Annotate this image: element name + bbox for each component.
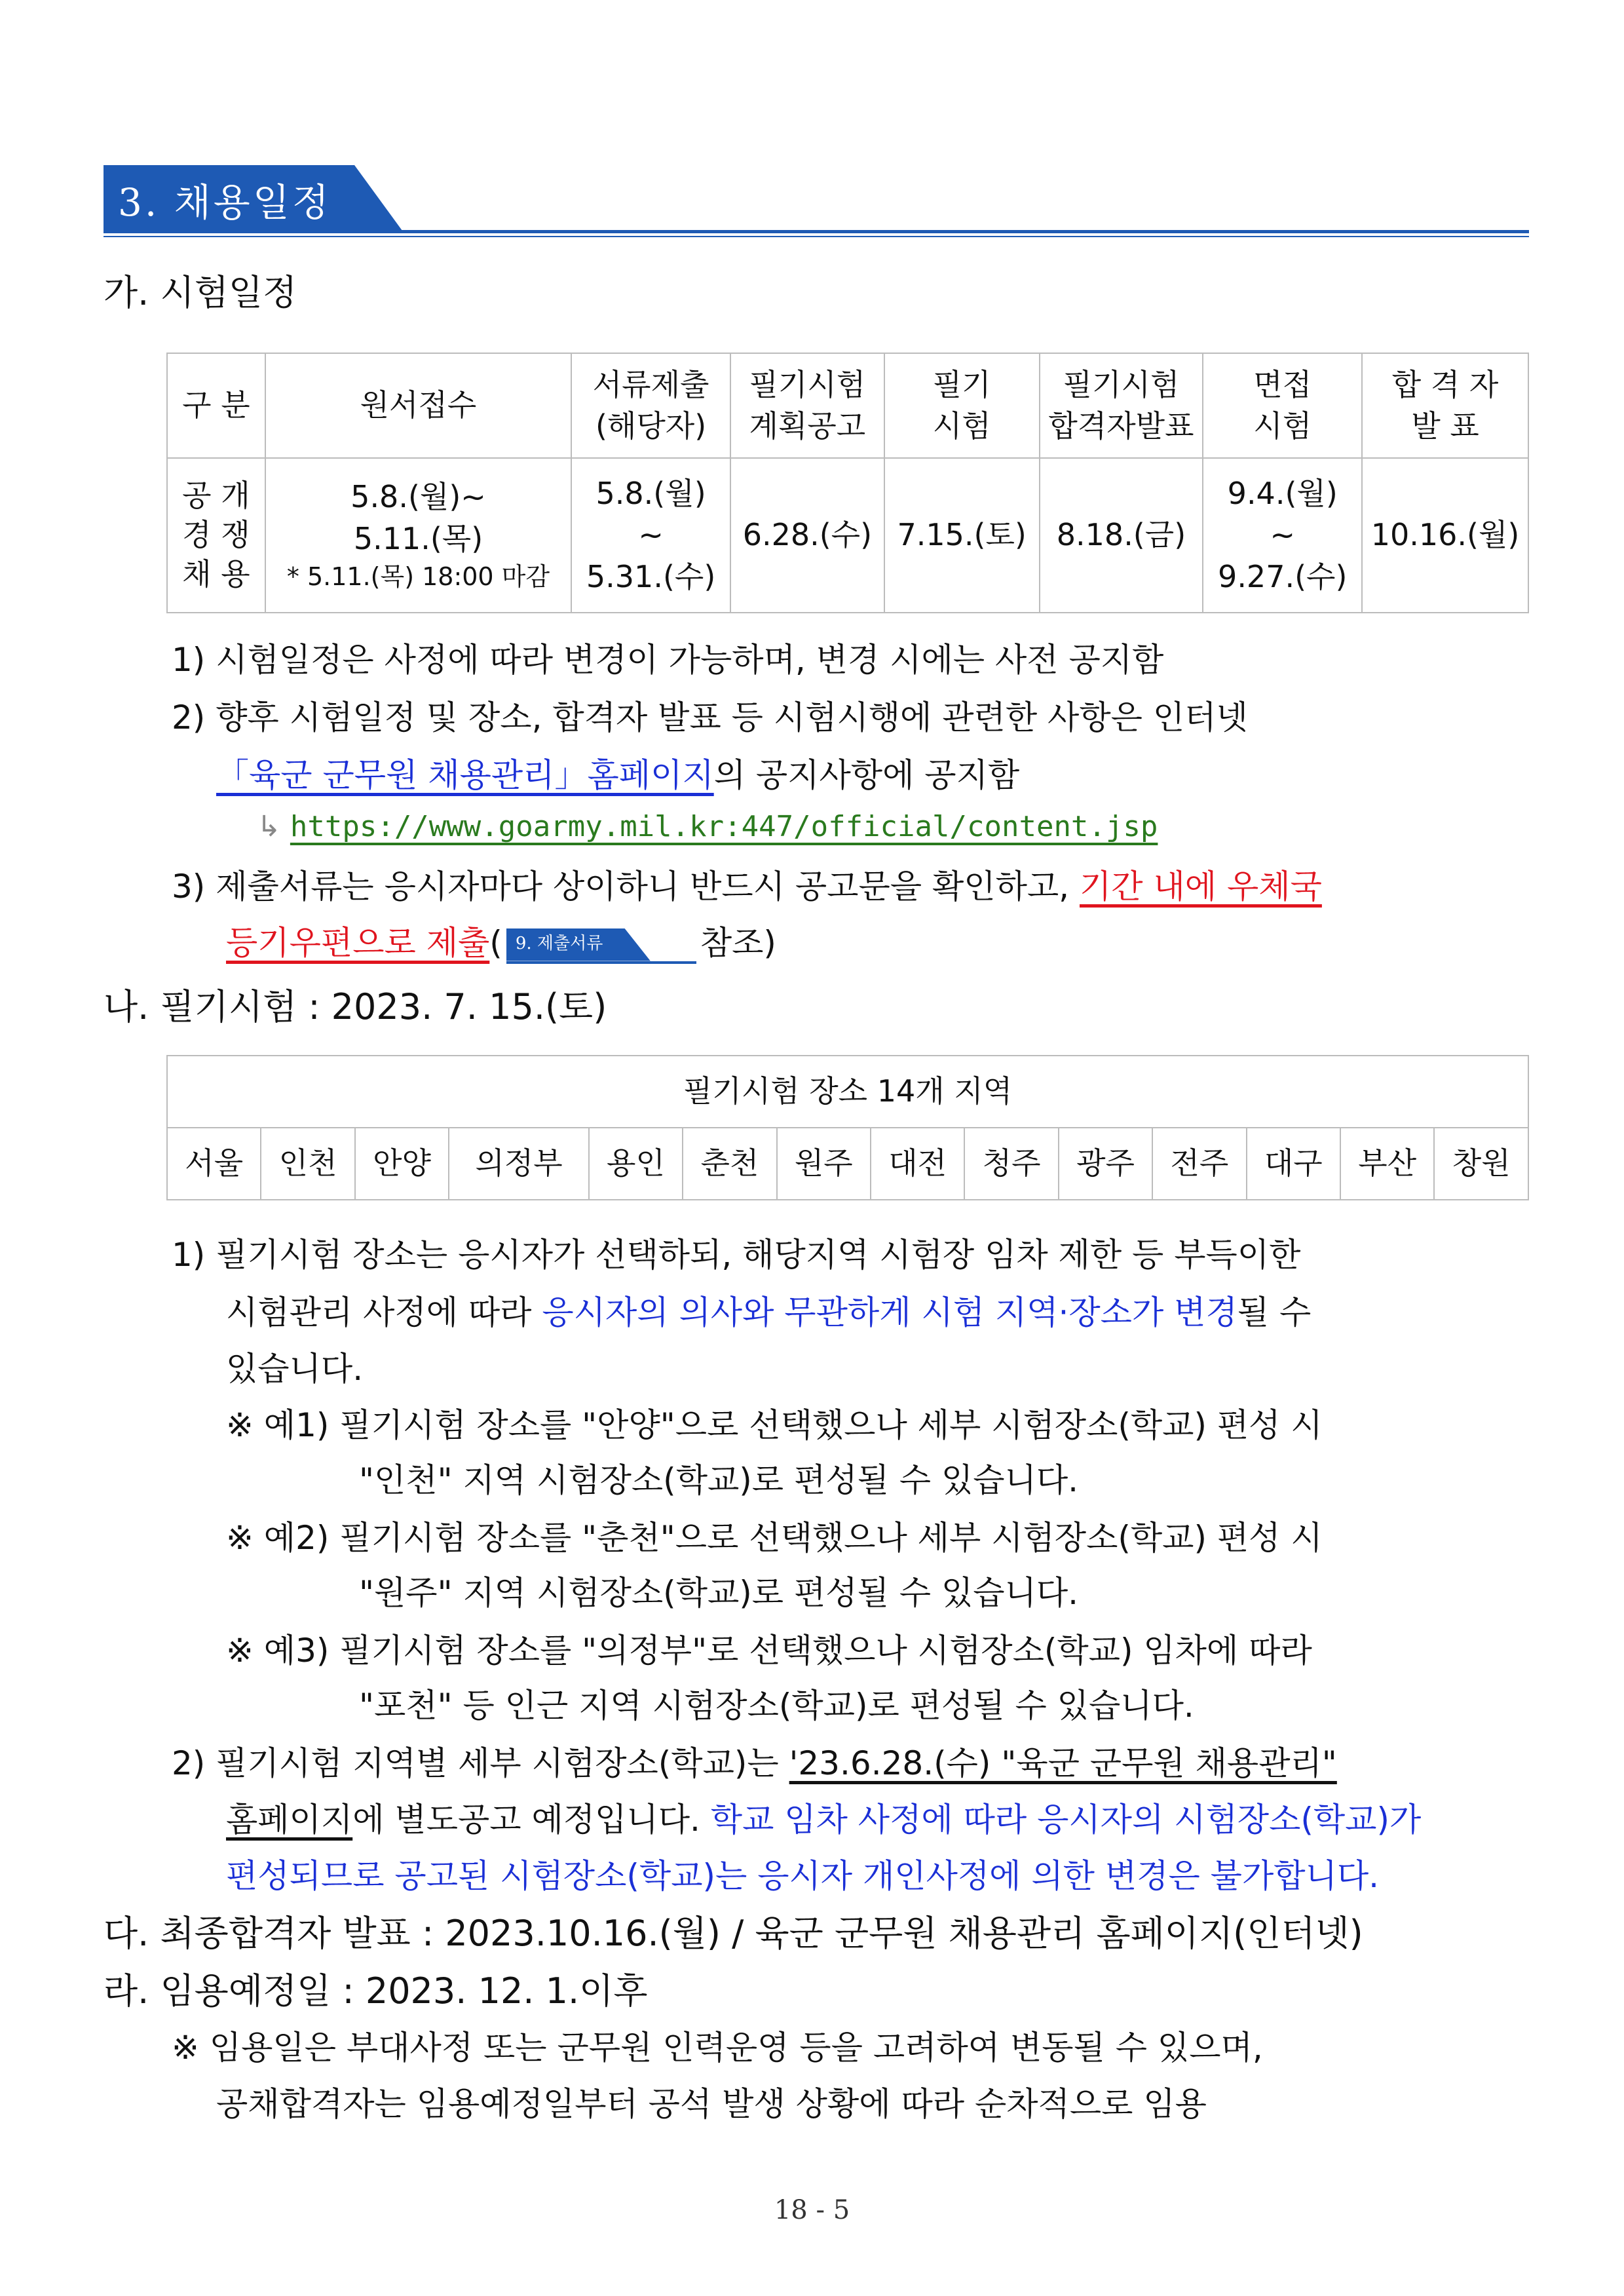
- schedule-header-row: [167, 353, 1528, 458]
- registered-mail-emphasis: 기간 내에 우체국: [1079, 868, 1322, 906]
- schedule-data-row: [167, 458, 1528, 613]
- note-a2-url: [257, 810, 1158, 843]
- note-b2-line2: 홈페이지에 별도공고 예정입니다. 학교 임차 사정에 따라 응시자의 시험장소(학교)가: [226, 1801, 1422, 1839]
- application-deadline-note: * 5.11.(목) 18:00 마감: [286, 562, 550, 592]
- submission-docs-reference-tab[interactable]: 9. 제출서류: [506, 927, 696, 964]
- region-cell: 전주: [1152, 1128, 1246, 1200]
- region-cell: 서울: [167, 1128, 261, 1200]
- note-a3-line1: 3) 제출서류는 응시자마다 상이하니 반드시 공고문을 확인하고, 기간 내에 우체국: [172, 868, 1322, 906]
- region-cell: 부산: [1340, 1128, 1434, 1200]
- example-2-line2: "원주" 지역 시험장소(학교)로 편성될 수 있습니다.: [359, 1574, 1079, 1612]
- header-written-notice: 필기시험 계획공고: [730, 353, 884, 458]
- header-documents: 서류제출 (해당자): [571, 353, 730, 458]
- schedule-table: [166, 353, 1529, 613]
- heading-b: 나. 필기시험 : 2023. 7. 15.(토): [104, 986, 607, 1027]
- note-b2-line3: 편성되므로 공고된 시험장소(학교)는 응시자 개인사정에 의한 변경은 불가합니다.: [226, 1857, 1380, 1895]
- example-2-line1: ※ 예2) 필기시험 장소를 "춘천"으로 선택했으나 세부 시험장소(학교) 편성 시: [226, 1519, 1323, 1557]
- note-a1: 1) 시험일정은 사정에 따라 변경이 가능하며, 변경 시에는 사전 공지함: [172, 641, 1164, 679]
- region-cell: 광주: [1059, 1128, 1152, 1200]
- region-cell: 청주: [964, 1128, 1058, 1200]
- cell-documents: 5.8.(월) ~ 5.31.(수): [571, 458, 730, 613]
- example-1-line2: "인천" 지역 시험장소(학교)로 편성될 수 있습니다.: [359, 1461, 1079, 1499]
- note-b1-line2: 시험관리 사정에 따라 응시자의 의사와 무관하게 시험 지역·장소가 변경될 수: [226, 1293, 1312, 1331]
- header-category: 구 분: [167, 353, 265, 458]
- region-cell: 춘천: [683, 1128, 776, 1200]
- section-title: 3. 채용일정: [118, 180, 331, 225]
- recruitment-url-link[interactable]: https://www.goarmy.mil.kr:447/official/content.jsp: [290, 810, 1158, 843]
- region-cell: 인천: [261, 1128, 354, 1200]
- note-a2-line1: 2) 향후 시험일정 및 장소, 합격자 발표 등 시험시행에 관련한 사항은 인터넷: [172, 698, 1248, 737]
- header-final-result: 합 격 자 발 표: [1362, 353, 1528, 458]
- section-rule-thin: [104, 236, 1529, 237]
- regions-row: [167, 1128, 1528, 1200]
- cell-final-result: 10.16.(월): [1362, 458, 1528, 613]
- cell-written-notice: 6.28.(수): [730, 458, 884, 613]
- region-cell: 용인: [589, 1128, 683, 1200]
- cell-category: 공 개 경 쟁 채 용: [167, 458, 265, 613]
- recruitment-homepage-link[interactable]: 「육군 군무원 채용관리」홈페이지: [216, 756, 714, 794]
- region-cell: 원주: [777, 1128, 871, 1200]
- section-rule: [104, 230, 1529, 233]
- regions-title-row: [167, 1056, 1528, 1128]
- cell-interview: 9.4.(월) ~ 9.27.(수): [1203, 458, 1362, 613]
- region-cell: 대구: [1247, 1128, 1340, 1200]
- example-3-line1: ※ 예3) 필기시험 장소를 "의정부"로 선택했으나 시험장소(학교) 임차에 따라: [226, 1632, 1312, 1670]
- region-cell: 안양: [355, 1128, 449, 1200]
- note-d-line1: ※ 임용일은 부대사정 또는 군무원 인력운영 등을 고려하여 변동될 수 있으며,: [172, 2029, 1263, 2067]
- header-interview: 면접 시험: [1203, 353, 1362, 458]
- region-cell: 대전: [871, 1128, 964, 1200]
- note-b1-line1: 1) 필기시험 장소는 응시자가 선택하되, 해당지역 시험장 임차 제한 등 부득이한: [172, 1236, 1301, 1274]
- page-number: 18 - 5: [774, 2195, 850, 2225]
- note-a3-line2: 등기우편으로 제출( 9. 제출서류 참조): [226, 927, 776, 964]
- note-b2-line1: 2) 필기시험 지역별 세부 시험장소(학교)는 '23.6.28.(수) "육군 군무원 채용관리": [172, 1744, 1337, 1782]
- section-header: [104, 165, 1529, 239]
- heading-c: 다. 최종합격자 발표 : 2023.10.16.(월) / 육군 군무원 채용관리 홈페이지(인터넷): [104, 1913, 1363, 1954]
- example-1-line1: ※ 예1) 필기시험 장소를 "안양"으로 선택했으나 세부 시험장소(학교) 편성 시: [226, 1406, 1323, 1444]
- cell-application: 5.8.(월)~ 5.11.(목) * 5.11.(목) 18:00 마감: [265, 458, 571, 613]
- return-arrow-icon: ↳: [257, 810, 281, 843]
- header-written-exam: 필기 시험: [884, 353, 1040, 458]
- note-b1-line3: 있습니다.: [226, 1350, 364, 1388]
- region-cell: 의정부: [449, 1128, 589, 1200]
- header-application: 원서접수: [265, 353, 571, 458]
- header-written-result: 필기시험 합격자발표: [1040, 353, 1203, 458]
- note-a2-line2: 「육군 군무원 채용관리」홈페이지의 공지사항에 공지함: [216, 756, 1020, 794]
- note-d-line2: 공채합격자는 임용예정일부터 공석 발생 상황에 따라 순차적으로 임용: [216, 2085, 1207, 2123]
- heading-a: 가. 시험일정: [104, 272, 297, 313]
- location-change-emphasis: 응시자의 의사와 무관하게 시험 지역·장소가 변경: [542, 1293, 1237, 1331]
- regions-title: 필기시험 장소 14개 지역: [167, 1056, 1528, 1128]
- example-3-line2: "포천" 등 인근 지역 시험장소(학교)로 편성될 수 있습니다.: [359, 1687, 1194, 1725]
- heading-d: 라. 임용예정일 : 2023. 12. 1.이후: [104, 1970, 648, 2012]
- cell-written-exam: 7.15.(토): [884, 458, 1040, 613]
- cell-written-result: 8.18.(금): [1040, 458, 1203, 613]
- regions-table: [166, 1055, 1529, 1200]
- region-cell: 창원: [1434, 1128, 1528, 1200]
